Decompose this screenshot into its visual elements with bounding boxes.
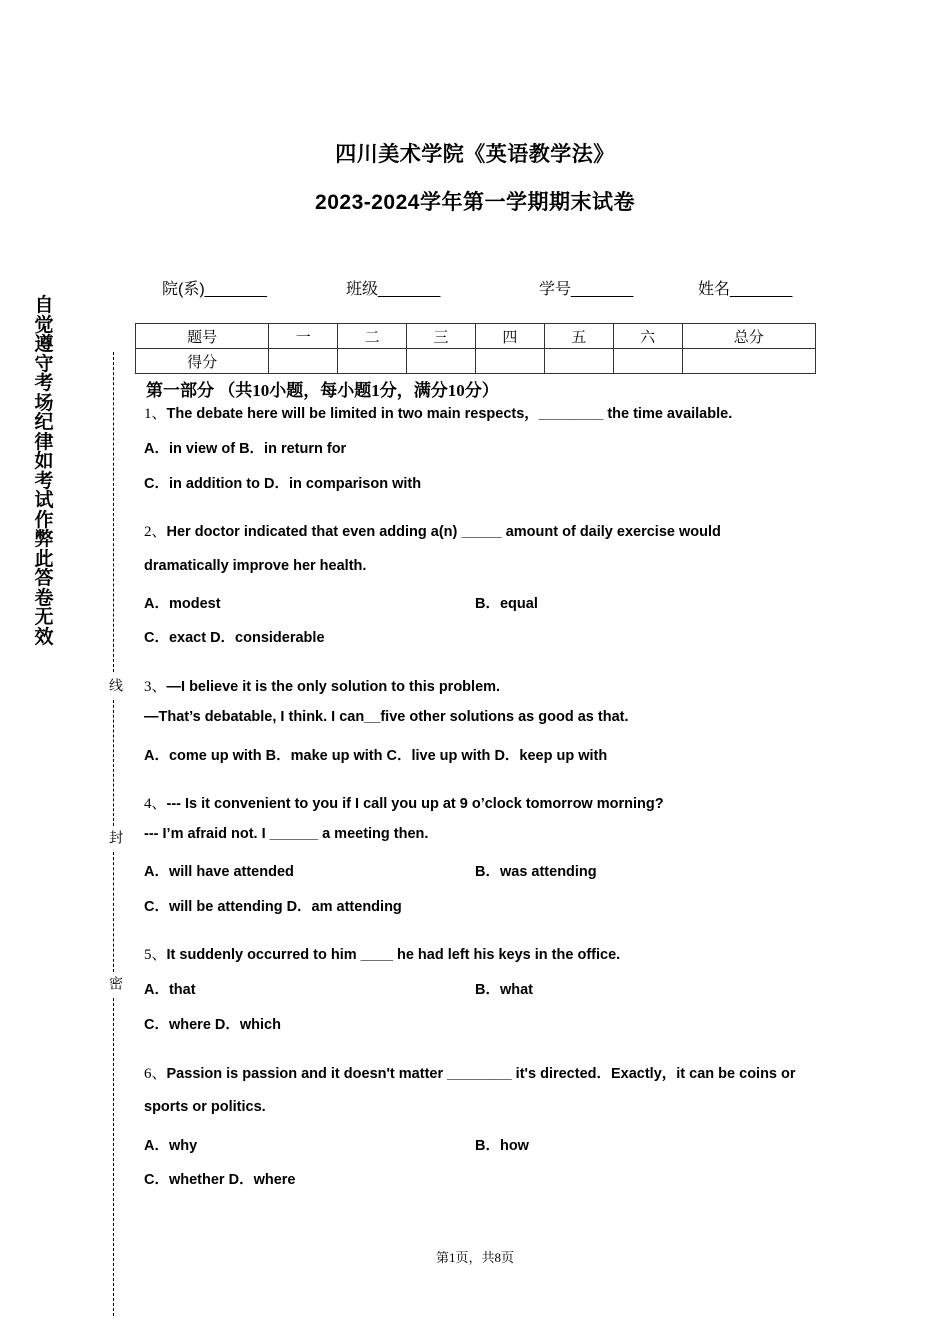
score-cell[interactable] <box>613 349 682 374</box>
question-number: 1、 <box>144 406 167 422</box>
question-4-option-a[interactable]: A．will have attended <box>144 864 294 880</box>
exam-discipline-notice: 自觉遵守考场纪律如考试作弊此答卷无效 <box>34 295 54 648</box>
binding-dash-line <box>113 998 114 1316</box>
dept-field[interactable]: 院(系)_______ <box>162 281 267 298</box>
section-title: 第一部分 （共10小题，每小题1分，满分10分） <box>146 381 499 400</box>
question-5-options-cd[interactable]: C．where D．which <box>144 1017 281 1033</box>
question-3-stem <box>144 675 500 696</box>
question-4-stem <box>144 792 664 813</box>
score-header-cell: 二 <box>338 324 407 349</box>
score-header-cell: 三 <box>407 324 476 349</box>
score-cell[interactable] <box>407 349 476 374</box>
question-6-stem-cont: sports or politics. <box>144 1099 266 1115</box>
question-2-stem-cont: dramatically improve her health. <box>144 558 367 574</box>
exam-subtitle: 2023-2024学年第一学期期末试卷 <box>315 191 635 214</box>
score-header-cell: 五 <box>544 324 613 349</box>
name-field[interactable]: 姓名_______ <box>698 281 793 298</box>
question-4-options-cd[interactable]: C．will be attending D．am attending <box>144 899 402 915</box>
question-6-option-b[interactable]: B．how <box>475 1138 529 1154</box>
question-number: 3、 <box>144 679 167 695</box>
question-3-stem-cont: —That’s debatable, I think. I can__five other solutions as good as that. <box>144 709 629 725</box>
binding-label-seal: 封 <box>108 830 124 844</box>
binding-dash-line <box>113 852 114 972</box>
question-number: 4、 <box>144 796 167 812</box>
question-text: It suddenly occurred to him ____ he had left his keys in the office. <box>166 947 621 963</box>
score-table-score-row <box>136 349 816 374</box>
question-2-stem <box>144 520 721 541</box>
binding-label-line: 线 <box>108 678 124 692</box>
score-cell[interactable] <box>475 349 544 374</box>
score-header-cell: 六 <box>613 324 682 349</box>
question-text: —I believe it is the only solution to this problem. <box>166 679 501 695</box>
question-5-option-a[interactable]: A．that <box>144 982 196 998</box>
score-table-header-row <box>136 324 816 349</box>
question-5-option-b[interactable]: B．what <box>475 982 533 998</box>
question-6-stem <box>144 1062 796 1083</box>
question-3-options[interactable]: A．come up with B．make up with C．live up with D．keep up with <box>144 748 608 764</box>
binding-dash-line <box>113 700 114 826</box>
score-header-cell: 一 <box>269 324 338 349</box>
question-number: 2、 <box>144 524 167 540</box>
question-number: 6、 <box>144 1066 167 1082</box>
exam-title: 四川美术学院《英语教学法》 <box>335 143 615 166</box>
score-cell[interactable] <box>682 349 815 374</box>
student-info-row <box>0 276 950 298</box>
page-footer: 第1页，共8页 <box>435 1250 514 1265</box>
question-1-options-cd[interactable]: C．in addition to D．in comparison with <box>144 476 422 492</box>
score-table <box>135 323 816 374</box>
question-2-options-cd[interactable]: C．exact D．considerable <box>144 630 325 646</box>
question-4-option-b[interactable]: B．was attending <box>475 864 597 880</box>
question-1-stem <box>144 402 732 423</box>
score-header-cell: 总分 <box>682 324 815 349</box>
question-4-stem-cont: --- I’m afraid not. I ______ a meeting then. <box>144 826 429 842</box>
question-1-options-ab[interactable]: A．in view of B．in return for <box>144 441 347 457</box>
score-cell[interactable] <box>338 349 407 374</box>
question-5-stem <box>144 943 620 964</box>
question-text: Passion is passion and it doesn't matter ________ it's directed．Exactly，it can be coins or <box>166 1066 796 1082</box>
score-cell[interactable] <box>269 349 338 374</box>
question-6-option-a[interactable]: A．why <box>144 1138 198 1154</box>
question-text: The debate here will be limited in two main respects，________ the time available. <box>166 406 733 422</box>
question-2-option-b[interactable]: B．equal <box>475 596 538 612</box>
score-header-cell: 题号 <box>136 324 269 349</box>
question-text: Her doctor indicated that even adding a(n) _____ amount of daily exercise would <box>166 524 721 540</box>
question-number: 5、 <box>144 947 167 963</box>
score-header-cell: 四 <box>475 324 544 349</box>
question-text: --- Is it convenient to you if I call you up at 9 o’clock tomorrow morning? <box>166 796 664 812</box>
question-6-options-cd[interactable]: C．whether D．where <box>144 1172 296 1188</box>
score-cell[interactable] <box>544 349 613 374</box>
question-2-option-a[interactable]: A．modest <box>144 596 221 612</box>
score-row-label: 得分 <box>136 349 269 374</box>
class-field[interactable]: 班级_______ <box>346 281 441 298</box>
binding-dash-line <box>113 352 114 672</box>
student-id-field[interactable]: 学号_______ <box>539 281 634 298</box>
binding-label-secret: 密 <box>108 976 124 990</box>
